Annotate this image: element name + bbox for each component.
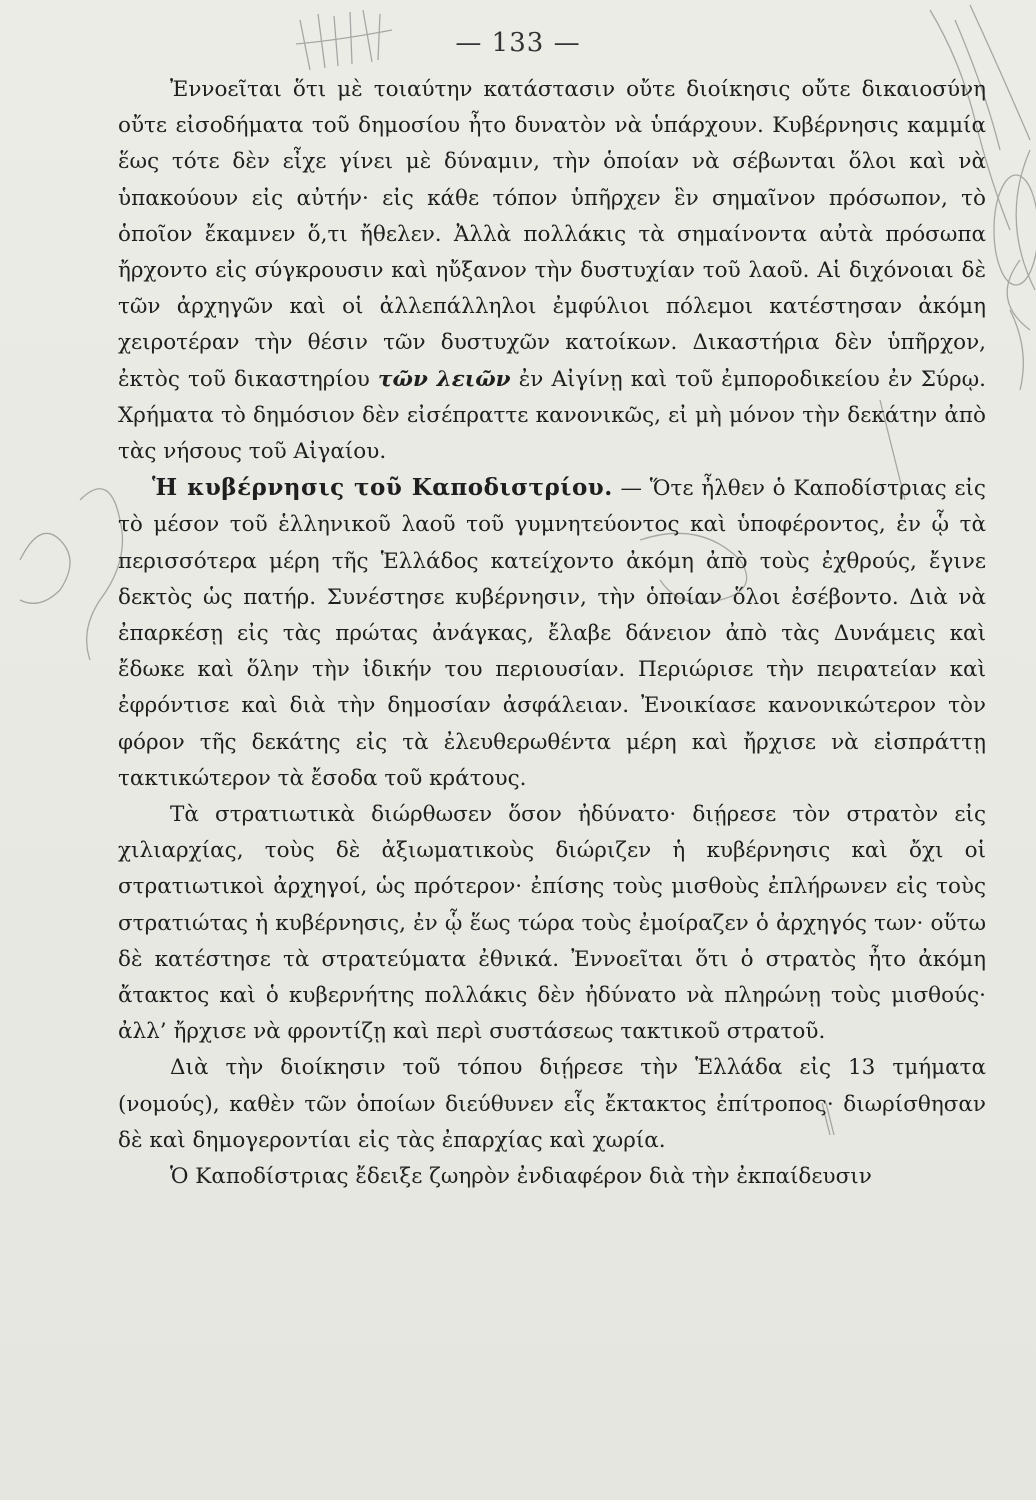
paragraph-5: Ὁ Καποδίστριας ἔδειξε ζωηρὸν ἐνδιαφέρον διὰ τὴν ἐκπαίδευσιν: [170, 1164, 872, 1190]
body-text: [118, 72, 986, 1195]
paragraph-1-text-end: ἐν Αἰγίνῃ καὶ τοῦ ἐμποροδικείου ἐν Σύρῳ. Χρήματα τὸ δημόσιον δὲν εἰσέπραττε κανονικῶς, εἰ μὴ μόνον τὴν δεκάτην ἀπὸ τὰς νήσους τοῦ Αἰγαίου.: [118, 366, 986, 465]
paragraph-2-text: — Ὅτε ἦλθεν ὁ Καποδίστριας εἰς τὸ μέσον τοῦ ἑλληνικοῦ λαοῦ τοῦ γυμνητεύοντος καὶ ὑποφέροντος, ἐν ᾧ τὰ περισσότερα μέρη τῆς Ἑλλάδος κατείχοντο ἀκόμη ἀπὸ τοὺς ἐχθρούς, ἔγινε δεκτὸς ὡς πατήρ. Συνέστησε κυβέρνησιν, τὴν ὁποίαν ὅλοι ἐσέβοντο. Διὰ νὰ ἐπαρκέσῃ εἰς τὰς πρώτας ἀνάγκας, ἔλαβε δάνειον ἀπὸ τὰς Δυνάμεις καὶ ἔδωκε καὶ ὅλην τὴν ἰδικήν του περιουσίαν. Περιώρισε τὴν πειρατείαν καὶ ἐφρόντισε καὶ διὰ τὴν δημοσίαν ἀσφάλειαν. Ἐνοικίασε κανονικώτερον τὸν φόρον τῆς δεκάτης εἰς τὰ ἐλευθερωθέντα μέρη καὶ ἤρχισε νὰ εἰσπράττῃ τακτικώτερον τὰ ἔσοδα τοῦ κράτους.: [118, 476, 986, 791]
paragraph-1: [118, 72, 986, 470]
paragraph-3: Τὰ στρατιωτικὰ διώρθωσεν ὅσον ἠδύνατο· διῄρεσε τὸν στρατὸν εἰς χιλιαρχίας, τοὺς δὲ ἀξιωματικοὺς διώριζεν ἡ κυβέρνησις καὶ ὄχι οἱ στρατιωτικοὶ ἀρχηγοί, ὡς πρότερον· ἐπίσης τοὺς μισθοὺς ἐπλήρωνεν εἰς τοὺς στρατιώτας ἡ κυβέρνησις, ἐν ᾧ ἕως τώρα τοὺς ἐμοίραζεν ὁ ἀρχηγός των· οὕτω δὲ κατέστησε τὰ στρατεύματα ἐθνικά. Ἐννοεῖται ὅτι ὁ στρατὸς ἦτο ἀκόμη ἄτακτος καὶ ὁ κυβερνήτης πολλάκις δὲν ἠδύνατο νὰ πληρώνῃ τοὺς μισθούς· ἀλλ’ ἤρχισε νὰ φροντίζῃ καὶ περὶ συστάσεως τακτικοῦ στρατοῦ.: [118, 802, 986, 1045]
paragraph-4: Διὰ τὴν διοίκησιν τοῦ τόπου διῄρεσε τὴν Ἑλλάδα εἰς 13 τμήματα (νομούς), καθὲν τῶν ὁποίων διεύθυνεν εἷς ἔκτακτος ἐπίτροπος· διωρίσθησαν δὲ καὶ δημογεροντίαι εἰς τὰς ἐπαρχίας καὶ χωρία.: [118, 1055, 986, 1153]
paragraph-1-emphasis: τῶν λειῶν: [378, 366, 511, 392]
section-heading: Ἡ κυβέρνησις τοῦ Καποδιστρίου.: [152, 474, 613, 502]
paragraph-1-text-start: Ἐννοεῖται ὅτι μὲ τοιαύτην κατάστασιν οὔτε διοίκησις οὔτε δικαιοσύνη οὔτε εἰσοδήματα τοῦ δημοσίου ἦτο δυνατὸν νὰ ὑπάρχουν. Κυβέρνησις καμμία ἕως τότε δὲν εἶχε γίνει μὲ δύναμιν, τὴν ὁποίαν νὰ σέβωνται ὅλοι καὶ νὰ ὑπακούουν εἰς αὐτήν· εἰς κάθε τόπον ὑπῆρχεν ἓν σημαῖνον πρόσωπον, τὸ ὁποῖον ἔκαμνεν ὅ,τι ἤθελεν. Ἀλλὰ πολλάκις τὰ σημαίνοντα αὐτὰ πρόσωπα ἤρχοντο εἰς σύγκρουσιν καὶ ηὔξανον τὴν δυστυχίαν τοῦ λαοῦ. Αἱ διχόνοιαι δὲ τῶν ἀρχηγῶν καὶ οἱ ἀλλεπάλληλοι ἐμφύλιοι πόλεμοι κατέστησαν ἀκόμη χειροτέραν τὴν θέσιν τῶν δυστυχῶν κατοίκων. Δικαστήρια δὲν ὑπῆρχον, ἐκτὸς τοῦ δικαστηρίου: [118, 77, 986, 392]
paragraph-2: [118, 470, 986, 797]
page-number: — 133 —: [455, 28, 581, 58]
